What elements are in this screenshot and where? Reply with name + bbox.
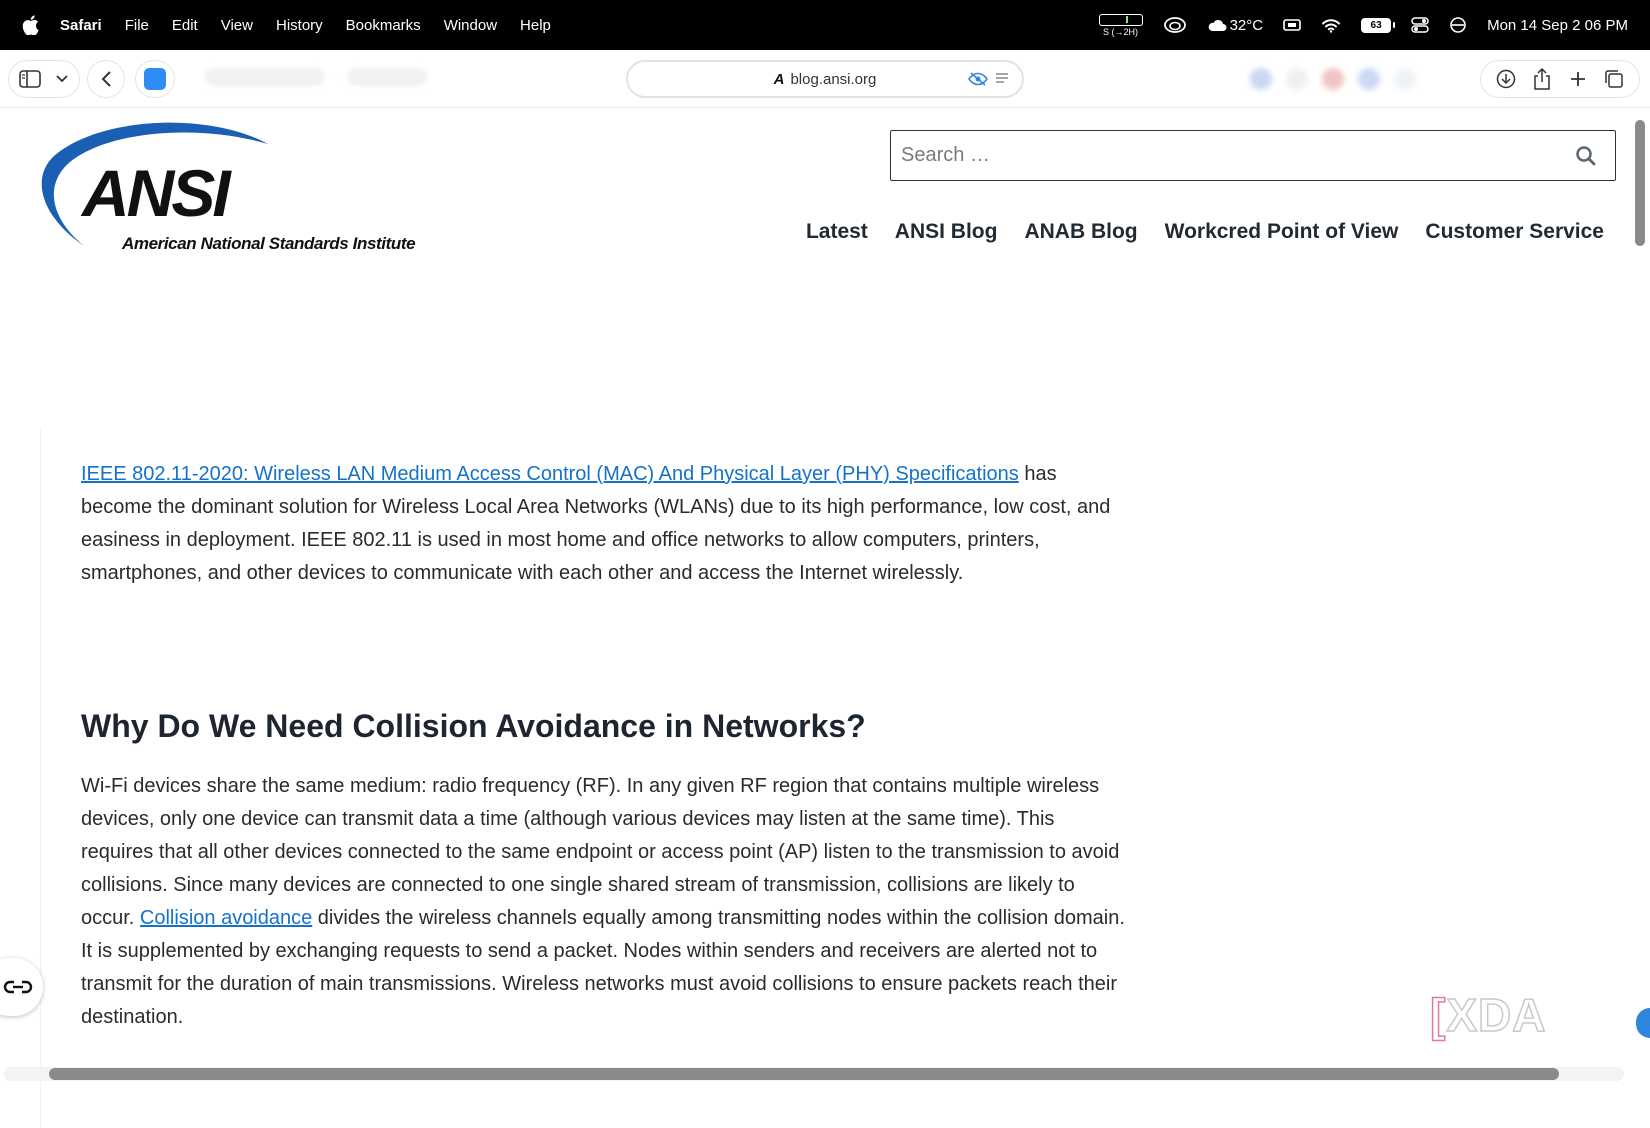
- display-icon[interactable]: [1283, 18, 1301, 32]
- watermark-bracket-icon: [: [1430, 989, 1447, 1041]
- url-text: blog.ansi.org: [790, 70, 877, 88]
- temperature-label: 32°C: [1229, 16, 1264, 34]
- clock[interactable]: Mon 14 Sep 2 06 PM: [1487, 16, 1628, 34]
- address-bar[interactable]: [626, 60, 1024, 98]
- blurred-favorites: [1250, 68, 1416, 90]
- timer-status-icon[interactable]: [1099, 14, 1143, 37]
- nav-workcred[interactable]: Workcred Point of View: [1164, 220, 1399, 243]
- cloud-icon: [1207, 18, 1227, 32]
- collision-avoidance-link[interactable]: Collision avoidance: [139, 907, 313, 929]
- site-search: [890, 130, 1616, 181]
- creative-cloud-icon[interactable]: [1163, 16, 1187, 34]
- blurred-favicon: [1322, 68, 1344, 90]
- blurred-favicon: [1286, 68, 1308, 90]
- menu-window[interactable]: Window: [443, 16, 498, 34]
- ansi-logo[interactable]: [40, 118, 420, 258]
- main-navigation: [806, 220, 1604, 244]
- menu-bookmarks[interactable]: Bookmarks: [345, 16, 421, 34]
- nav-customer-service[interactable]: Customer Service: [1425, 220, 1604, 243]
- menu-help[interactable]: Help: [520, 16, 551, 34]
- menu-app-safari[interactable]: Safari: [60, 16, 102, 34]
- body-text-after-link: divides the wireless channels equally among transmitting nodes within the collision domain. It is supplemented by exchanging requests to send a packet. Nodes within senders and receivers are alerted not to transmit for the duration of main transmissions. Wireless networks must avoid collisions to ensure packets reach their destination.: [81, 907, 1125, 1028]
- back-button[interactable]: [87, 60, 125, 98]
- apple-menu-icon[interactable]: [22, 15, 40, 35]
- chevron-left-icon: [100, 70, 112, 88]
- blurred-favicon: [1250, 68, 1272, 90]
- menu-bar: [0, 0, 1650, 50]
- focus-mode-icon[interactable]: [1449, 16, 1467, 34]
- intro-paragraph: [81, 458, 1126, 590]
- downloads-icon[interactable]: [1496, 69, 1516, 89]
- extension-button[interactable]: [135, 60, 175, 98]
- nav-ansi-blog[interactable]: ANSI Blog: [894, 220, 998, 243]
- sidebar-icon: [19, 70, 43, 88]
- privacy-eye-icon[interactable]: [968, 71, 988, 87]
- reader-mode-icon[interactable]: [994, 72, 1010, 86]
- blurred-tab: [205, 68, 325, 86]
- body-paragraph: [81, 770, 1126, 1034]
- menu-history[interactable]: History: [275, 16, 323, 34]
- horizontal-scroll-thumb[interactable]: [49, 1068, 1559, 1080]
- web-page: [0, 108, 1650, 1100]
- body-text-before-link: Wi-Fi devices share the same medium: radio frequency (RF). In any given RF region that contains multiple wireless devices, only one device can transmit data a time (although various devices may listen at the same time). This requires that all other devices connected to the same endpoint or access point (AP) listen to the transmission to avoid collisions. Since many devices are connected to one single shared stream of transmission, collisions are likely to occur.: [81, 775, 1120, 929]
- menu-view[interactable]: View: [220, 16, 253, 34]
- nav-latest[interactable]: Latest: [805, 220, 868, 243]
- extension-icon: [144, 68, 166, 90]
- tab-overview-icon[interactable]: [1604, 69, 1624, 89]
- browser-toolbar: [0, 50, 1650, 108]
- xda-watermark: [1430, 988, 1546, 1042]
- site-favicon-icon: A: [773, 70, 785, 88]
- blurred-favicon: [1394, 68, 1416, 90]
- search-icon[interactable]: [1575, 145, 1597, 167]
- intro-text: has become the dominant solution for Wireless Local Area Networks (WLANs) due to its high performance, low cost, and easiness in deployment. IEEE 802.11 is used in most home and office networks to allow computers, printers, smartphones, and other devices to communicate with each other and access the Internet wirelessly.: [81, 463, 1111, 584]
- toolbar-actions: [1480, 60, 1640, 98]
- chevron-down-icon: [55, 74, 69, 84]
- timer-bar: [1099, 14, 1143, 26]
- logo-wordmark: ANSI: [82, 156, 228, 230]
- weather-status[interactable]: [1207, 17, 1264, 34]
- nav-anab-blog[interactable]: ANAB Blog: [1024, 220, 1138, 243]
- status-area: [1099, 0, 1650, 50]
- menu-file[interactable]: File: [124, 16, 149, 34]
- vertical-scroll-thumb[interactable]: [1635, 120, 1645, 246]
- wifi-icon[interactable]: [1321, 18, 1341, 33]
- logo-tagline: American National Standards Institute: [122, 234, 416, 253]
- search-input[interactable]: [901, 134, 1551, 178]
- sidebar-toggle-button[interactable]: [8, 60, 80, 98]
- link-icon: [3, 979, 33, 995]
- control-center-icon[interactable]: [1411, 17, 1429, 33]
- blurred-tab-area: [205, 68, 427, 86]
- horizontal-scrollbar[interactable]: [4, 1067, 1624, 1081]
- floating-link-button[interactable]: [0, 958, 43, 1016]
- timer-label: S (→2H): [1103, 26, 1139, 37]
- menu-edit[interactable]: Edit: [171, 16, 198, 34]
- article-body: [40, 428, 1125, 1128]
- new-tab-plus-icon[interactable]: [1569, 70, 1587, 88]
- blurred-favicon: [1358, 68, 1380, 90]
- blurred-tab: [347, 68, 427, 86]
- section-heading: Why Do We Need Collision Avoidance in Networks?: [81, 708, 866, 744]
- share-icon[interactable]: [1533, 68, 1551, 90]
- battery-icon[interactable]: 63: [1361, 18, 1391, 33]
- ieee-standard-link[interactable]: IEEE 802.11-2020: Wireless LAN Medium Access Control (MAC) And Physical Layer (PHY) Specifications: [81, 463, 1019, 485]
- watermark-text: XDA: [1446, 989, 1547, 1041]
- vertical-scrollbar[interactable]: [1634, 120, 1646, 1065]
